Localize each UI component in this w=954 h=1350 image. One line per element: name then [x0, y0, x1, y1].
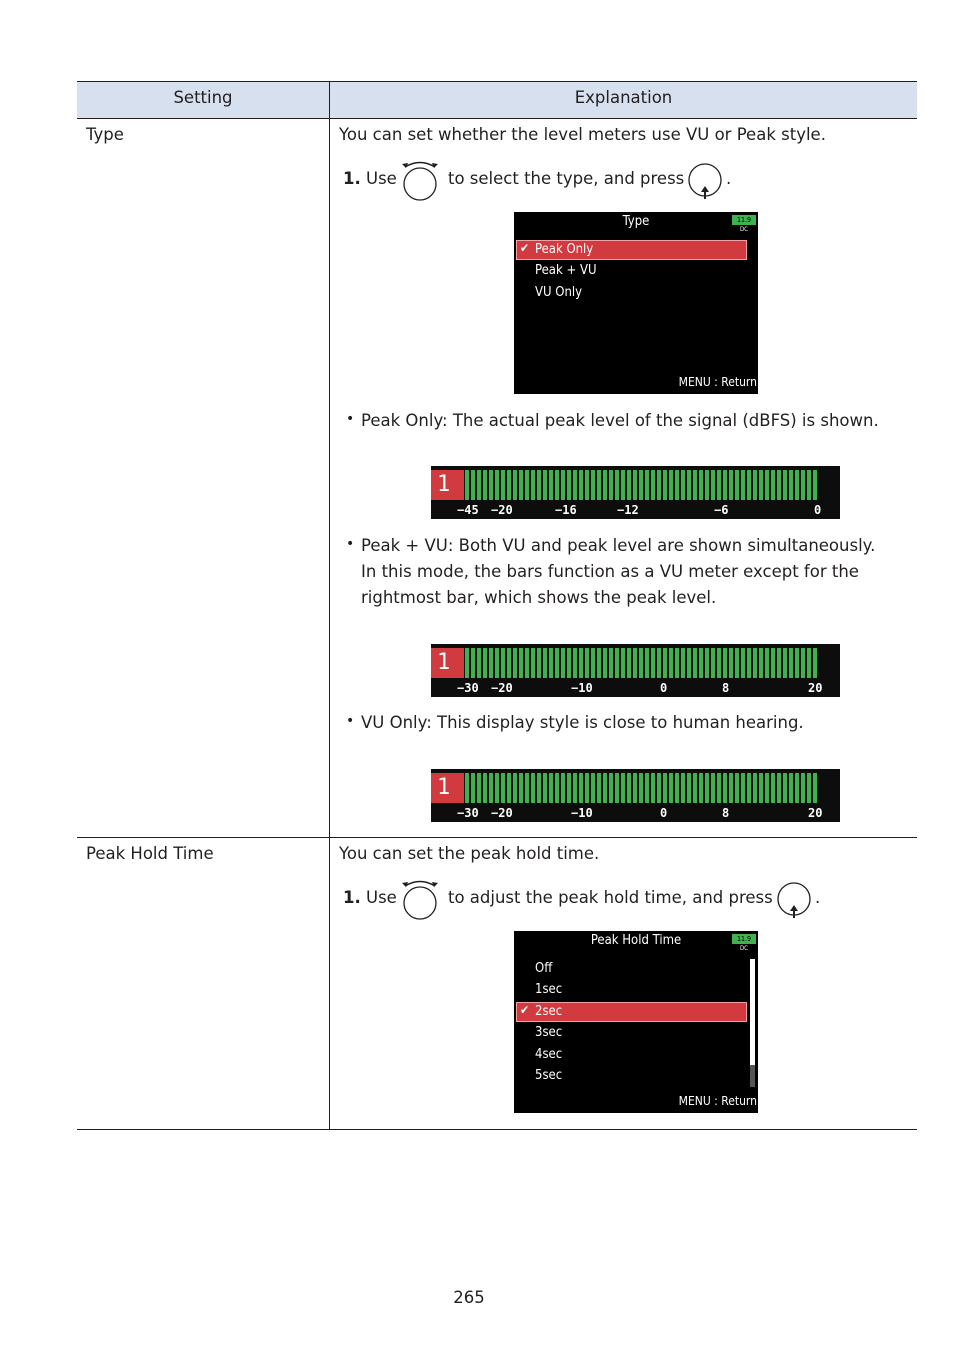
type-menu-screen: [514, 212, 758, 394]
peak-hold-menu-screen: [514, 931, 758, 1113]
level-meter-peak-only: [431, 466, 840, 519]
level-meter-vu-only: [431, 769, 840, 822]
menu-item[interactable]: 4sec: [535, 1047, 563, 1062]
screen-footer: MENU : Return: [678, 1094, 757, 1108]
scale-label: −45: [457, 503, 479, 517]
channel-badge: 1: [431, 648, 464, 678]
page-number: 265: [453, 1288, 485, 1307]
battery-source: DC: [740, 226, 748, 233]
screen-title: Type: [622, 214, 650, 229]
checkmark-icon: ✔: [520, 241, 530, 255]
menu-item[interactable]: 5sec: [535, 1068, 563, 1083]
channel-badge: 1: [431, 470, 464, 500]
header-setting: Setting: [173, 88, 233, 107]
scale-label: 0: [660, 681, 668, 695]
scale-label: 8: [722, 806, 730, 820]
scale-label: −10: [571, 681, 593, 695]
menu-item[interactable]: 3sec: [535, 1025, 563, 1040]
level-meter-peak-vu: [431, 644, 840, 697]
type-step: [343, 166, 397, 192]
channel-badge: 1: [431, 773, 464, 803]
menu-item[interactable]: Peak + VU: [535, 263, 597, 278]
battery-icon: [732, 934, 756, 944]
scale-label: −20: [491, 503, 513, 517]
scale-label: 0: [660, 806, 668, 820]
dial-rotate-icon: [399, 158, 441, 202]
step-use: Use: [366, 169, 397, 188]
scale-label: −20: [491, 806, 513, 820]
peak-hold-step: [343, 885, 397, 911]
scale-label: −30: [457, 681, 479, 695]
setting-type: Type: [86, 125, 124, 144]
menu-item[interactable]: VU Only: [535, 285, 583, 300]
step-number: 1.: [343, 169, 361, 188]
bullet-peak-vu-line2: In this mode, the bars function as a VU meter except for the: [361, 562, 859, 581]
scale-label: −30: [457, 806, 479, 820]
bullet-peak-vu-line1: Peak + VU: Both VU and peak level are shown simultaneously.: [361, 536, 876, 555]
bullet-vu-only: VU Only: This display style is close to human hearing.: [361, 713, 804, 732]
bullet-peak-only: Peak Only: The actual peak level of the signal (dBFS) is shown.: [361, 411, 879, 430]
battery-level: 11.9: [736, 935, 752, 943]
scale-label: −6: [714, 503, 729, 517]
scale-label: 20: [808, 681, 823, 695]
step-use: Use: [366, 888, 397, 907]
menu-item[interactable]: 2sec: [535, 1004, 563, 1019]
menu-item[interactable]: Off: [535, 961, 553, 976]
type-step-end: .: [726, 169, 732, 188]
peak-hold-step-end: .: [815, 888, 821, 907]
step-number: 1.: [343, 888, 361, 907]
scale-label: −12: [617, 503, 639, 517]
setting-peak-hold-time: Peak Hold Time: [86, 844, 214, 863]
scale-label: 8: [722, 681, 730, 695]
meter-bars: [465, 773, 819, 803]
scale-label: −10: [571, 806, 593, 820]
dial-press-icon: [687, 162, 723, 202]
menu-item[interactable]: 1sec: [535, 982, 563, 997]
header-explanation: Explanation: [574, 88, 673, 107]
peak-hold-step-mid: to adjust the peak hold time, and press: [448, 888, 773, 907]
type-step-mid: to select the type, and press: [448, 169, 685, 188]
screen-footer: MENU : Return: [678, 375, 757, 389]
battery-source: DC: [740, 945, 748, 952]
battery-level: 11.9: [736, 216, 752, 224]
dial-rotate-icon: [399, 877, 441, 921]
bullet-peak-vu-line3: rightmost bar, which shows the peak level.: [361, 588, 717, 607]
scale-label: −16: [555, 503, 577, 517]
meter-bars: [465, 470, 819, 500]
dial-press-icon: [776, 881, 812, 921]
peak-hold-intro: You can set the peak hold time.: [339, 844, 600, 863]
scrollbar-track-end: [750, 1065, 755, 1087]
scale-label: −20: [491, 681, 513, 695]
battery-icon: [732, 215, 756, 225]
type-intro: You can set whether the level meters use VU or Peak style.: [339, 125, 826, 144]
scale-label: 0: [814, 503, 822, 517]
scale-label: 20: [808, 806, 823, 820]
meter-bars: [465, 648, 819, 678]
menu-item[interactable]: Peak Only: [535, 242, 594, 257]
checkmark-icon: ✔: [520, 1003, 530, 1017]
screen-title: Peak Hold Time: [590, 933, 682, 948]
